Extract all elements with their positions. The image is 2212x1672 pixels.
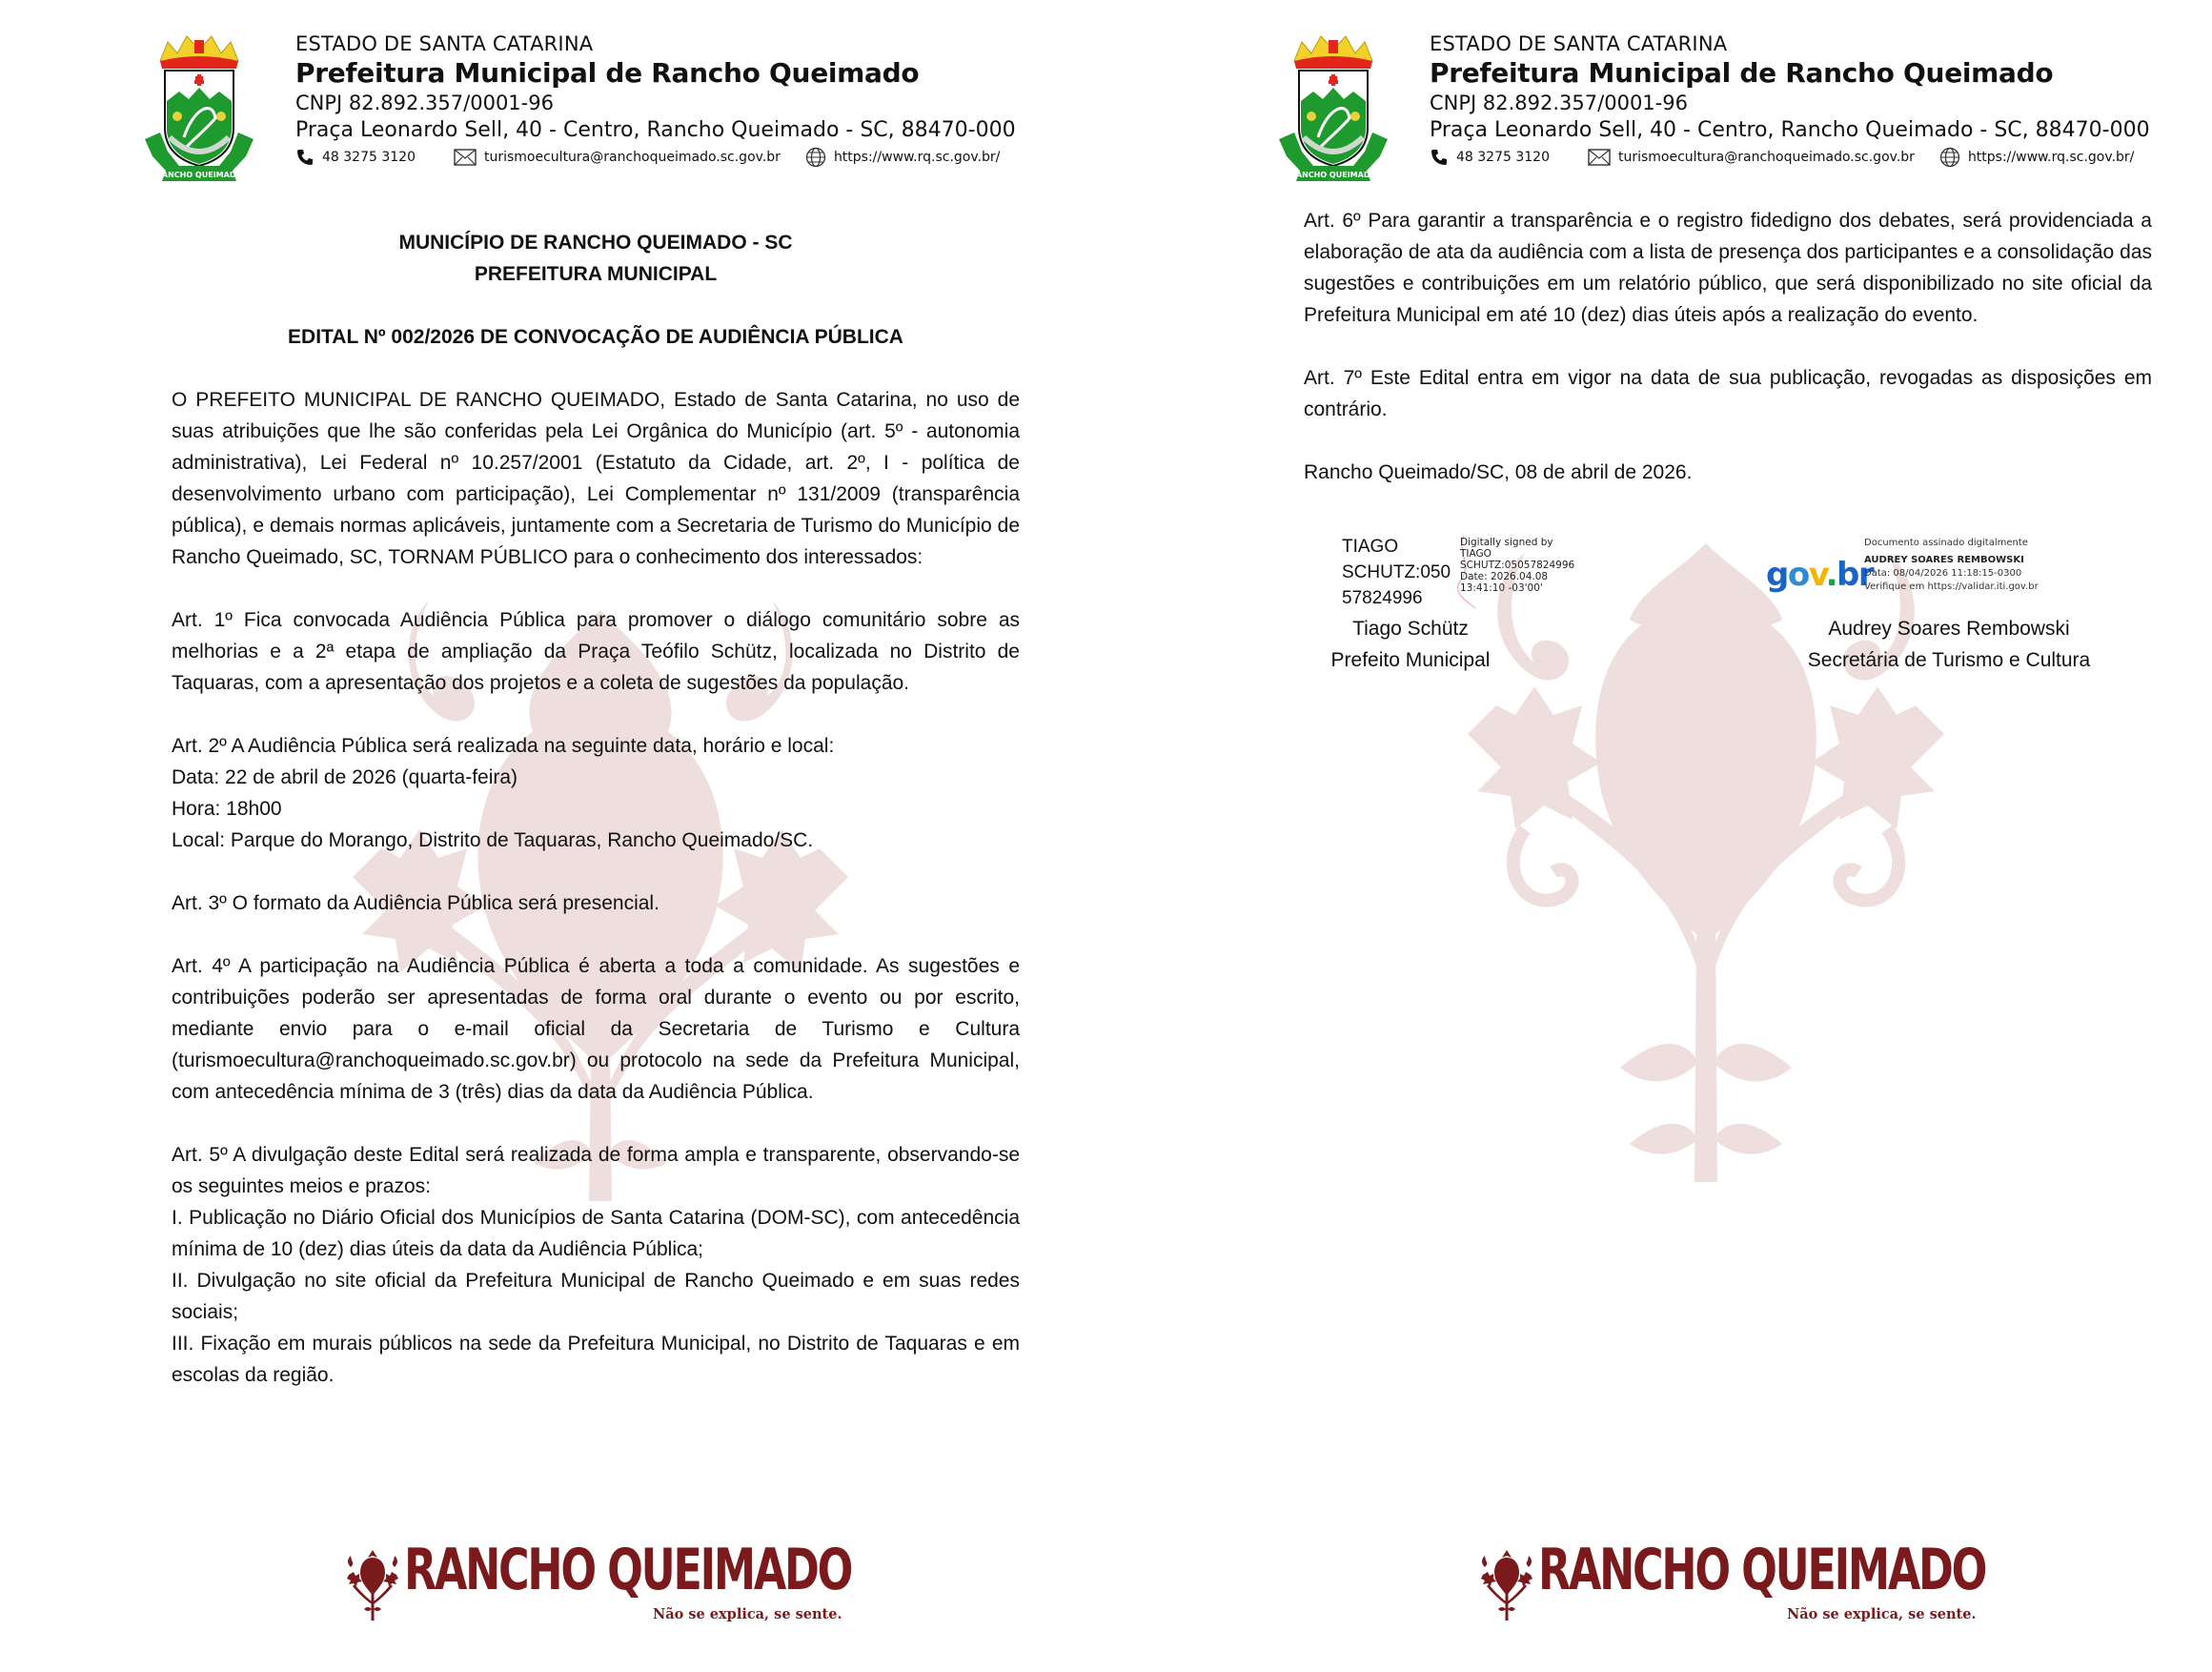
- address: Praça Leonardo Sell, 40 - Centro, Rancho Queimado - SC, 88470-000: [295, 118, 1016, 142]
- article-5-item-1: I. Publicação no Diário Oficial dos Municípios de Santa Catarina (DOM-SC), com antecedência mínima de 10 (dez) dias úteis da data da Audiência Pública;: [172, 1207, 1020, 1260]
- letterhead: [0, 27, 1106, 189]
- article-4: Art. 4º A participação na Audiência Pública é aberta a toda a comunidade. As sugestões e contribuições poderão ser apresentadas de forma oral durante o evento ou por escrito, mediante envio para o e-mail oficial da Secretaria de Turismo e Cultura (turismoecultura@ranchoqueimado.sc.gov.br) ou protocolo na sede da Prefeitura Municipal, com antecedência mínima de 3 (três) dias da data da Audiência Pública.: [172, 955, 1020, 1103]
- signer-name: Audrey Soares Rembowski: [1828, 618, 2070, 640]
- email-contact[interactable]: turismoecultura@ranchoqueimado.sc.gov.br: [1588, 147, 1915, 168]
- signer-role: Prefeito Municipal: [1330, 649, 1491, 671]
- state-name: ESTADO DE SANTA CATARINA: [1430, 32, 1728, 55]
- globe-icon: [1939, 147, 1960, 168]
- municipal-crest-icon: [141, 32, 257, 185]
- strawberry-flower-logo-icon: [343, 1546, 402, 1621]
- phone-icon: [1430, 148, 1449, 167]
- phone-contact: 48 3275 3120: [1430, 147, 1550, 168]
- globe-icon: [805, 147, 826, 168]
- event-location: Local: Parque do Morango, Distrito de Taquaras, Rancho Queimado/SC.: [172, 829, 814, 851]
- event-time: Hora: 18h00: [172, 798, 282, 820]
- article-1: Art. 1º Fica convocada Audiência Pública para promover o diálogo comunitário sobre as melhorias e a 2ª etapa de ampliação da Praça Teófilo Schütz, localizada no Distrito de Taquaras, com a apresentação dos projetos e a coleta de sugestões da população.: [172, 609, 1020, 694]
- contact-row: [295, 147, 1038, 168]
- website-contact[interactable]: https://www.rq.sc.gov.br/: [805, 147, 1000, 168]
- article-5-item-2: II. Divulgação no site oficial da Prefeitura Municipal de Rancho Queimado e em suas redes sociais;: [172, 1270, 1020, 1323]
- municipality-title: MUNICÍPIO DE RANCHO QUEIMADO - SC: [398, 232, 793, 254]
- article-7: Art. 7º Este Edital entra em vigor na data de sua publicação, revogadas as disposições em contrário.: [1304, 367, 2152, 420]
- cnpj: CNPJ 82.892.357/0001-96: [295, 92, 554, 114]
- place-and-date: Rancho Queimado/SC, 08 de abril de 2026.: [1304, 461, 1693, 483]
- article-5-intro: Art. 5º A divulgação deste Edital será realizada de forma ampla e transparente, observando-se os seguintes meios e prazos:: [172, 1144, 1020, 1197]
- prefecture-title: PREFEITURA MUNICIPAL: [474, 263, 718, 285]
- article-2-intro: Art. 2º A Audiência Pública será realizada na seguinte data, horário e local:: [172, 735, 835, 757]
- website-contact[interactable]: https://www.rq.sc.gov.br/: [1939, 147, 2134, 168]
- brand-footer: [343, 1537, 858, 1630]
- signer-mayor: [1306, 613, 1515, 676]
- brand-wordmark: RANCHO QUEIMADO: [1538, 1537, 1986, 1603]
- edital-body-page-2: [1304, 205, 2152, 488]
- svg-text:RANCHO QUEIMADO: RANCHO QUEIMADO: [155, 171, 243, 179]
- signature-details: Digitally signed by TIAGO SCHUTZ:05057824996 Date: 2026.04.08 13:41:10 -03'00': [1460, 537, 1575, 594]
- brand-tagline: Não se explica, se sente.: [653, 1606, 842, 1622]
- signer-secretary: [1777, 613, 2121, 676]
- certificate-name: TIAGO SCHUTZ:050 57824996: [1342, 537, 1451, 608]
- signature-area: [1134, 534, 2212, 677]
- organization-name: Prefeitura Municipal de Rancho Queimado: [1430, 57, 2054, 89]
- govbr-signature-details: Documento assinado digitalmente AUDREY SOARES REMBOWSKI Data: 08/04/2026 11:18:15-0300 Verifique em https://validar.iti.gov.br: [1864, 538, 2039, 592]
- edital-title: EDITAL Nº 002/2026 DE CONVOCAÇÃO DE AUDIÊNCIA PÚBLICA: [288, 326, 903, 348]
- event-date: Data: 22 de abril de 2026 (quarta-feira): [172, 766, 518, 788]
- phone-contact: 48 3275 3120: [295, 147, 416, 168]
- strawberry-flower-logo-icon: [1477, 1546, 1536, 1621]
- cnpj: CNPJ 82.892.357/0001-96: [1430, 92, 1688, 114]
- phone-icon: [295, 148, 315, 167]
- contact-row: [1430, 147, 2172, 168]
- letterhead: [1134, 27, 2212, 189]
- letterhead-text: [295, 31, 1038, 168]
- letterhead-text: [1430, 31, 2172, 168]
- edital-body-page-1: [172, 227, 1020, 1391]
- state-name: ESTADO DE SANTA CATARINA: [295, 32, 594, 55]
- address: Praça Leonardo Sell, 40 - Centro, Rancho Queimado - SC, 88470-000: [1430, 118, 2150, 142]
- article-5-item-3: III. Fixação em murais públicos na sede da Prefeitura Municipal, no Distrito de Taquaras e em escolas da região.: [172, 1333, 1020, 1386]
- signer-role: Secretária de Turismo e Cultura: [1807, 649, 2091, 671]
- envelope-icon: [454, 149, 477, 166]
- envelope-icon: [1588, 149, 1611, 166]
- email-contact[interactable]: turismoecultura@ranchoqueimado.sc.gov.br: [454, 147, 781, 168]
- organization-name: Prefeitura Municipal de Rancho Queimado: [295, 57, 920, 89]
- brand-wordmark: RANCHO QUEIMADO: [404, 1537, 852, 1603]
- brand-tagline: Não se explica, se sente.: [1787, 1606, 1977, 1622]
- govbr-logo-icon: gov.br: [1766, 556, 1874, 594]
- preamble-paragraph: O PREFEITO MUNICIPAL DE RANCHO QUEIMADO, Estado de Santa Catarina, no uso de suas atribuições que lhe são conferidas pela Lei Orgânica do Município (art. 5º - autonomia administrativa), Lei Federal nº 10.257/2001 (Estatuto da Cidade, art. 2º, I - política de desenvolvimento urbano com participação), Lei Complementar nº 131/2009 (transparência pública), e demais normas aplicáveis, juntamente com a Secretaria de Turismo do Município de Rancho Queimado, SC, TORNAM PÚBLICO para o conhecimento dos interessados:: [172, 389, 1020, 568]
- municipal-crest-icon: [1275, 32, 1391, 185]
- brand-footer: [1477, 1537, 1992, 1630]
- signer-name: Tiago Schütz: [1352, 618, 1469, 640]
- article-6: Art. 6º Para garantir a transparência e o registro fidedigno dos debates, será providenciada a elaboração de ata da audiência com a lista de presença dos participantes e a consolidação das sugestões e contribuições em um relatório público, que será disponibilizado no site oficial da Prefeitura Municipal em até 10 (dez) dias úteis após a realização do evento.: [1304, 210, 2152, 326]
- svg-text:RANCHO QUEIMADO: RANCHO QUEIMADO: [1289, 171, 1377, 179]
- article-3: Art. 3º O formato da Audiência Pública será presencial.: [172, 892, 660, 914]
- document-page-2: [1134, 0, 2212, 1672]
